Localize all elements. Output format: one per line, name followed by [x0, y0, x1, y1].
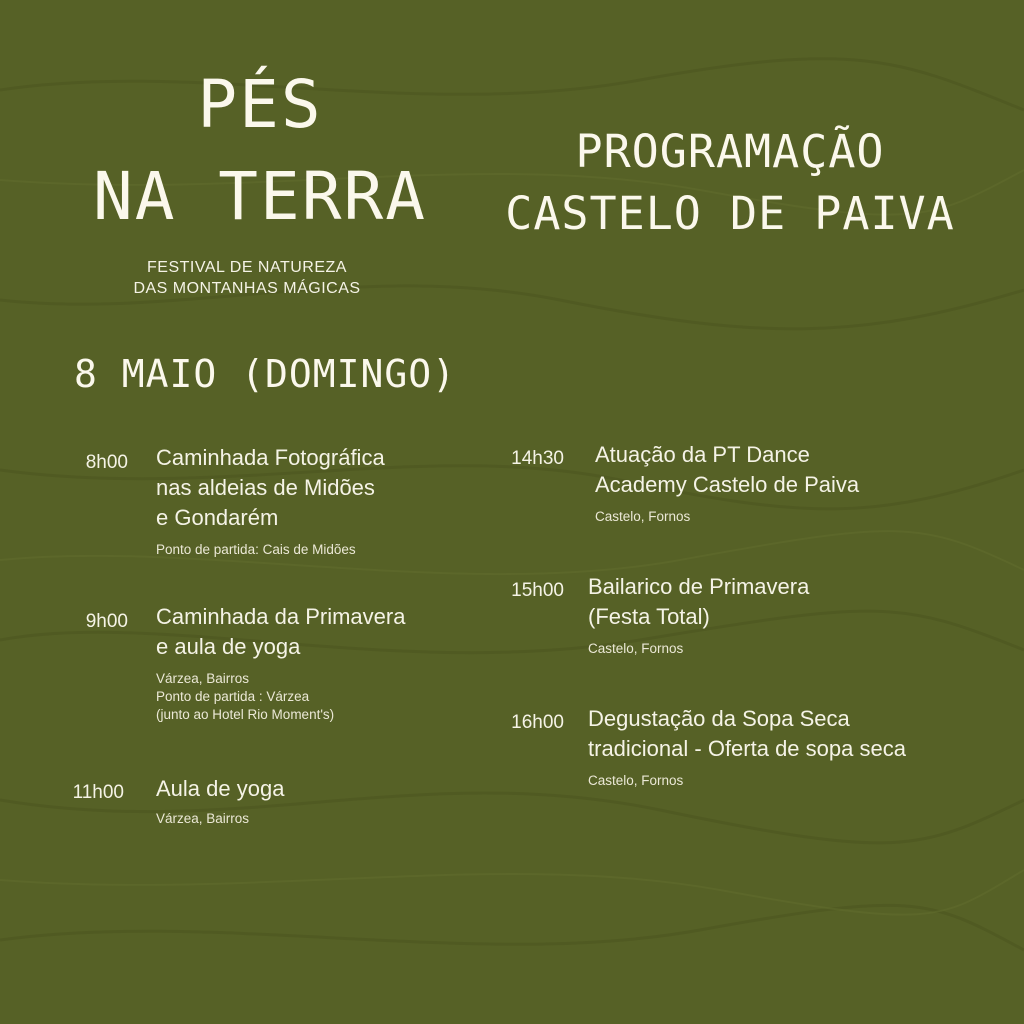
event-time: 16h00 — [511, 712, 564, 733]
event-location: Castelo, Fornos — [588, 773, 684, 788]
event-time: 15h00 — [511, 580, 564, 601]
logo-title-line-1: PÉS — [197, 66, 323, 143]
event-item — [595, 440, 859, 526]
event-title-line: Aula de yoga — [156, 776, 285, 801]
event-time: 11h00 — [72, 782, 124, 803]
event-location: Ponto de partida : Várzea — [156, 689, 310, 704]
event-title-line: e aula de yoga — [156, 634, 301, 659]
event-title-line: Bailarico de Primavera — [588, 574, 810, 599]
event-location: Ponto de partida: Cais de Midões — [156, 542, 356, 557]
event-title-line: Atuação da PT Dance — [595, 442, 810, 467]
event-item — [588, 572, 809, 658]
event-title-line: Caminhada da Primavera — [156, 604, 406, 629]
event-item — [156, 774, 284, 828]
event-title-line: nas aldeias de Midões — [156, 475, 375, 500]
event-title-line: tradicional - Oferta de sopa seca — [588, 736, 906, 761]
logo-subtitle — [0, 257, 494, 299]
event-item — [156, 443, 385, 559]
event-time: 8h00 — [85, 452, 128, 473]
event-location: (junto ao Hotel Rio Moment's) — [156, 707, 335, 722]
event-time: 9h00 — [85, 611, 128, 632]
event-time: 14h30 — [511, 448, 564, 469]
logo-subtitle-line-1: FESTIVAL DE NATUREZA — [147, 259, 347, 276]
event-location: Várzea, Bairros — [156, 811, 250, 826]
event-title-line: e Gondarém — [156, 505, 279, 530]
event-location: Castelo, Fornos — [595, 509, 691, 524]
event-item — [588, 704, 906, 790]
event-title-line: Degustação da Sopa Seca — [588, 706, 850, 731]
event-location: Castelo, Fornos — [588, 641, 684, 656]
event-location: Várzea, Bairros — [156, 671, 250, 686]
logo-subtitle-line-2: DAS MONTANHAS MÁGICAS — [133, 280, 361, 297]
event-item — [156, 602, 405, 724]
event-title-line: Academy Castelo de Paiva — [595, 472, 860, 497]
logo-title-line-2: NA TERRA — [93, 158, 427, 235]
event-title-line: Caminhada Fotográfica — [156, 445, 385, 470]
event-title-line: (Festa Total) — [588, 604, 710, 629]
event-date: 8 MAIO (DOMINGO) — [74, 352, 457, 396]
program-heading-line-2: CASTELO DE PAIVA — [505, 187, 955, 240]
program-heading-line-1: PROGRAMAÇÃO — [575, 125, 885, 178]
